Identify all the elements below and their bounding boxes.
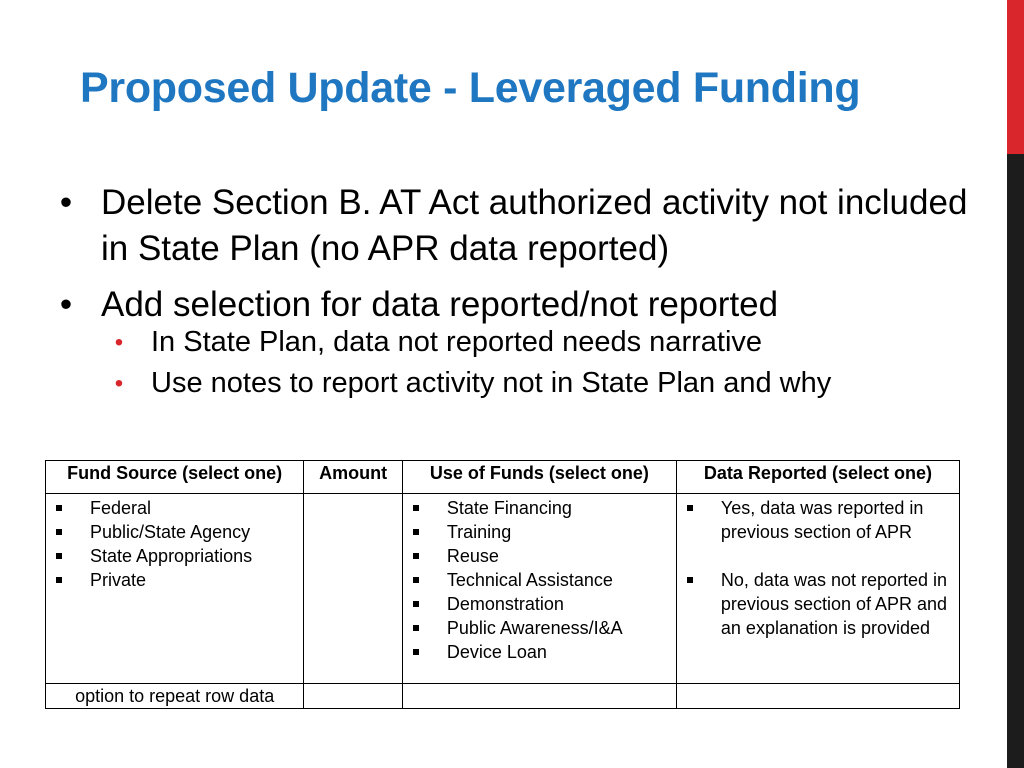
header-fund-source: Fund Source (select one)	[46, 461, 304, 494]
empty-cell	[402, 684, 676, 709]
option-label: State Appropriations	[90, 546, 253, 566]
table-header-row	[46, 461, 960, 494]
bullet-add-selection	[56, 282, 996, 404]
bullet-dot-icon: •	[59, 285, 73, 324]
empty-cell	[676, 684, 959, 709]
option-label: Yes, data was reported in previous section of APR	[720, 498, 924, 542]
data-reported-cell	[676, 494, 959, 684]
table-row-repeat	[46, 684, 960, 709]
fund-source-option[interactable]	[50, 544, 299, 568]
option-label: State Financing	[446, 498, 572, 518]
option-label: Reuse	[446, 546, 499, 566]
header-data-reported: Data Reported (select one)	[676, 461, 959, 494]
accent-bar-dark	[1007, 154, 1024, 768]
sub-bullet-text: Use notes to report activity not in State Plan and why	[151, 367, 832, 399]
option-label: Demonstration	[446, 594, 564, 614]
square-bullet-icon	[413, 601, 419, 607]
repeat-row-note: option to repeat row data	[75, 686, 275, 706]
repeat-note-cell	[46, 684, 304, 709]
sub-bullet-dot-icon: •	[114, 329, 124, 356]
use-of-funds-options	[407, 496, 672, 664]
square-bullet-icon	[413, 577, 419, 583]
header-use-of-funds: Use of Funds (select one)	[402, 461, 676, 494]
square-bullet-icon	[687, 505, 693, 511]
data-reported-no-option[interactable]	[681, 568, 955, 640]
sub-bullet-text: In State Plan, data not reported needs narrative	[151, 326, 763, 358]
square-bullet-icon	[413, 625, 419, 631]
sub-bullet-list	[101, 322, 996, 404]
option-label: Public Awareness/I&A	[446, 618, 623, 638]
use-of-funds-option[interactable]	[407, 520, 672, 544]
option-label: Training	[446, 522, 512, 542]
sub-bullet-item	[101, 322, 996, 363]
square-bullet-icon	[56, 505, 62, 511]
bullet-delete-section-b	[56, 180, 996, 272]
option-label: Technical Assistance	[446, 570, 613, 590]
fund-source-option[interactable]	[50, 568, 299, 592]
use-of-funds-cell	[402, 494, 676, 684]
use-of-funds-option[interactable]	[407, 640, 672, 664]
amount-cell[interactable]	[304, 494, 403, 684]
option-label: No, data was not reported in previous section of APR and an explanation is provided	[720, 570, 948, 638]
fund-source-option[interactable]	[50, 496, 299, 520]
square-bullet-icon	[413, 649, 419, 655]
use-of-funds-option[interactable]	[407, 544, 672, 568]
empty-cell	[304, 684, 403, 709]
use-of-funds-option[interactable]	[407, 496, 672, 520]
accent-bar-red	[1007, 0, 1024, 154]
use-of-funds-option[interactable]	[407, 568, 672, 592]
bullet-list	[56, 180, 996, 414]
square-bullet-icon	[413, 553, 419, 559]
slide-title: Proposed Update - Leveraged Funding	[80, 64, 861, 112]
fund-source-option[interactable]	[50, 520, 299, 544]
square-bullet-icon	[687, 577, 693, 583]
table-row	[46, 494, 960, 684]
option-label: Device Loan	[446, 642, 547, 662]
square-bullet-icon	[56, 529, 62, 535]
bullet-text: Add selection for data reported/not reported	[101, 285, 779, 324]
leveraged-funding-table	[45, 460, 960, 709]
use-of-funds-option[interactable]	[407, 616, 672, 640]
option-label: Federal	[90, 498, 152, 518]
data-reported-options	[681, 496, 955, 640]
fund-source-options	[50, 496, 299, 592]
data-reported-yes-option[interactable]	[681, 496, 955, 544]
option-label: Private	[90, 570, 147, 590]
use-of-funds-option[interactable]	[407, 592, 672, 616]
square-bullet-icon	[413, 505, 419, 511]
square-bullet-icon	[56, 577, 62, 583]
sub-bullet-item	[101, 363, 996, 404]
bullet-dot-icon: •	[59, 183, 73, 222]
square-bullet-icon	[413, 529, 419, 535]
bullet-text: Delete Section B. AT Act authorized activity not included in State Plan (no APR data reported)	[101, 183, 968, 268]
header-amount: Amount	[304, 461, 403, 494]
option-label: Public/State Agency	[90, 522, 251, 542]
square-bullet-icon	[56, 553, 62, 559]
fund-source-cell	[46, 494, 304, 684]
sub-bullet-dot-icon: •	[114, 370, 124, 397]
